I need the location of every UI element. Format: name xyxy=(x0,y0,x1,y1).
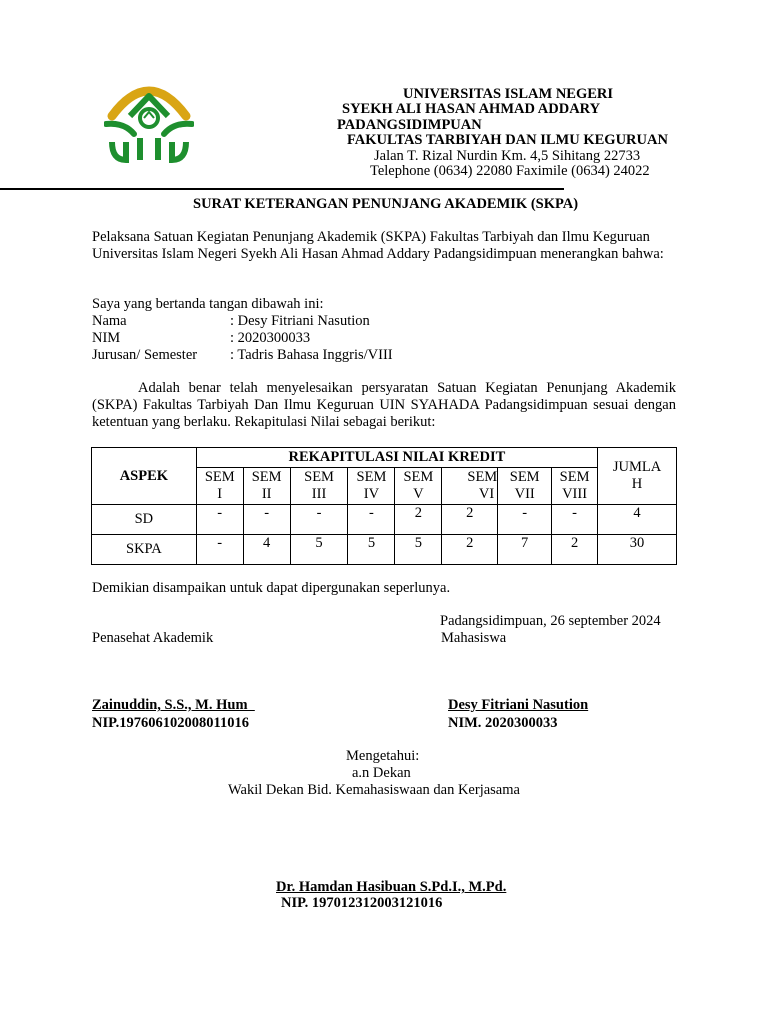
header-sem: SEM VI xyxy=(442,468,498,505)
header-total-line1: JUMLA xyxy=(612,459,662,475)
document-title: SURAT KETERANGAN PENUNJANG AKADEMIK (SKPA) xyxy=(193,196,579,212)
cell: 5 xyxy=(290,535,348,565)
header-address: Jalan T. Rizal Nurdin Km. 4,5 Sihitang 22733 xyxy=(374,148,641,164)
student-id: NIM. 2020300033 xyxy=(448,715,558,731)
field-label-major: Jurusan/ Semester xyxy=(92,347,198,363)
approval-on-behalf: a.n Dekan xyxy=(352,765,411,781)
row-total: 30 xyxy=(598,535,677,565)
header-recap: REKAPITULASI NILAI KREDIT xyxy=(196,448,597,468)
field-value-major: : Tadris Bahasa Inggris/VIII xyxy=(230,347,393,363)
header-name: SYEKH ALI HASAN AHMAD ADDARY xyxy=(342,101,601,117)
cell: 2 xyxy=(395,505,442,535)
header-divider xyxy=(0,188,564,190)
header-city: PADANGSIDIMPUAN xyxy=(337,117,482,133)
cell: - xyxy=(552,505,598,535)
approver-id: NIP. 197012312003121016 xyxy=(281,895,443,911)
header-total-line2: H xyxy=(631,476,643,492)
header-total xyxy=(598,448,677,505)
advisor-role: Penasehat Akademik xyxy=(92,630,214,646)
university-logo xyxy=(104,72,194,164)
statement-paragraph: Adalah benar telah menyelesaikan persyaratan Satuan Kegiatan Penunjang Akademik (SKPA) Fakultas Tarbiyah Dan Ilmu Keguruan UIN SYAHADA Padangsidimpuan sesuai dengan ketentuan yang berlaku. Rekapitulasi Nilai sebagai berikut: xyxy=(92,380,676,430)
place-date: Padangsidimpuan, 26 september 2024 xyxy=(440,613,661,629)
cell: 2 xyxy=(442,535,498,565)
header-sem: SEM VIII xyxy=(552,468,598,505)
cell: 5 xyxy=(348,535,395,565)
row-total: 4 xyxy=(598,505,677,535)
row-aspek: SKPA xyxy=(92,535,197,565)
signer-intro: Saya yang bertanda tangan dibawah ini: xyxy=(92,296,324,312)
field-label-name: Nama xyxy=(92,313,127,329)
approver-name: Dr. Hamdan Hasibuan S.Pd.I., M.Pd. xyxy=(276,879,507,895)
cell: - xyxy=(196,505,243,535)
cell: - xyxy=(290,505,348,535)
header-sem: SEM III xyxy=(290,468,348,505)
cell: - xyxy=(196,535,243,565)
cell: 7 xyxy=(498,535,552,565)
header-faculty: FAKULTAS TARBIYAH DAN ILMU KEGURUAN xyxy=(347,132,668,148)
approval-role: Wakil Dekan Bid. Kemahasiswaan dan Kerjasama xyxy=(228,782,520,798)
header-sem: SEM II xyxy=(243,468,290,505)
header-sem: SEM IV xyxy=(348,468,395,505)
approval-label: Mengetahui: xyxy=(346,748,420,764)
header-university: UNIVERSITAS ISLAM NEGERI xyxy=(403,86,614,102)
cell: 4 xyxy=(243,535,290,565)
header-phone: Telephone (0634) 22080 Faximile (0634) 24022 xyxy=(370,163,650,179)
header-sem: SEM I xyxy=(196,468,243,505)
student-name: Desy Fitriani Nasution xyxy=(448,697,589,713)
closing-text: Demikian disampaikan untuk dapat dipergunakan seperlunya. xyxy=(92,580,451,596)
cell: 2 xyxy=(552,535,598,565)
table-row xyxy=(92,505,677,535)
field-value-name: : Desy Fitriani Nasution xyxy=(230,313,370,329)
advisor-name: Zainuddin, S.S., M. Hum xyxy=(92,697,255,713)
header-sem: SEM V xyxy=(395,468,442,505)
row-aspek: SD xyxy=(92,505,197,535)
field-value-nim: : 2020300033 xyxy=(230,330,311,346)
cell: 2 xyxy=(442,505,498,535)
field-label-nim: NIM xyxy=(92,330,121,346)
advisor-id: NIP.197606102008011016 xyxy=(92,715,249,731)
cell: 5 xyxy=(395,535,442,565)
student-role: Mahasiswa xyxy=(441,630,507,646)
header-sem: SEM VII xyxy=(498,468,552,505)
table-row xyxy=(92,535,677,565)
cell: - xyxy=(243,505,290,535)
cell: - xyxy=(348,505,395,535)
credit-recap-table xyxy=(91,447,677,565)
header-aspek: ASPEK xyxy=(92,448,197,505)
cell: - xyxy=(498,505,552,535)
intro-paragraph: Pelaksana Satuan Kegiatan Penunjang Akademik (SKPA) Fakultas Tarbiyah dan Ilmu Keguruan Universitas Islam Negeri Syekh Ali Hasan Ahmad Addary Padangsidimpuan menerangkan bahwa: xyxy=(92,229,664,262)
